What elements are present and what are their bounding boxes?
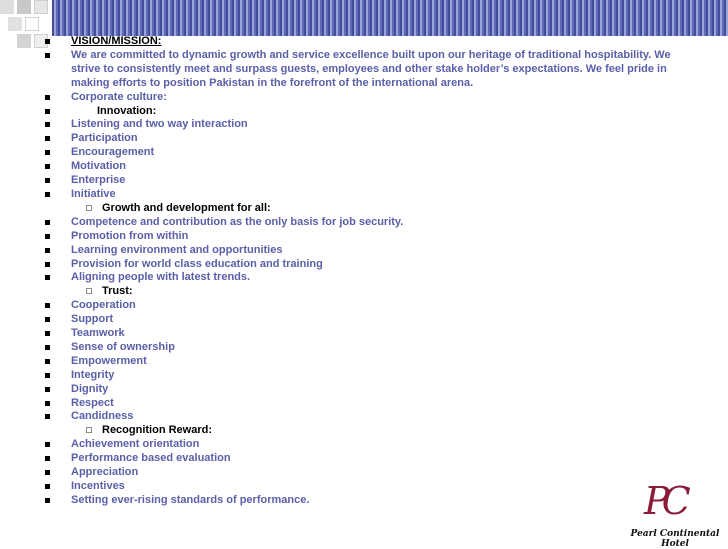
- list-item-text: Setting ever-rising standards of performance.: [71, 493, 310, 506]
- square-bullet-icon: [45, 275, 50, 280]
- square-bullet-icon: [45, 470, 50, 475]
- list-item-text: Dignity: [71, 382, 109, 395]
- list-item: [44, 438, 684, 452]
- list-item-text: Participation: [71, 132, 138, 145]
- list-item-text: We are committed to dynamic growth and service excellence built upon our heritage of traditional hospitability. We strive to consistently meet and surpass guests, employees and other stake holder’s expectations. We feel pride in making efforts to position Pakistan in the forefront of the international arena.: [71, 48, 671, 89]
- list-item-text: Aligning people with latest trends.: [71, 271, 251, 284]
- decor-square: [8, 17, 22, 31]
- list-item: [44, 410, 684, 424]
- square-bullet-icon: [45, 164, 50, 169]
- decor-square: [17, 0, 31, 14]
- list-item-text: Listening and two way interaction: [71, 118, 248, 131]
- list-item-text: Incentives: [71, 480, 125, 492]
- list-item: [44, 299, 684, 313]
- decor-square: [17, 34, 31, 48]
- list-item: [44, 466, 684, 480]
- list-item: [44, 118, 684, 132]
- list-item: [44, 383, 684, 397]
- square-bullet-icon: [45, 248, 50, 253]
- list-item-text: Corporate culture:: [71, 90, 167, 103]
- list-item: [44, 244, 684, 258]
- list-item: [44, 369, 684, 383]
- square-bullet-icon: [45, 136, 50, 141]
- list-item-text: Learning environment and opportunities: [71, 243, 283, 256]
- square-bullet-icon: [45, 150, 50, 155]
- list-item: [44, 341, 684, 355]
- logo-monogram: PC: [644, 479, 683, 523]
- square-bullet-icon: [45, 220, 50, 225]
- hollow-square-bullet-icon: [86, 427, 92, 433]
- list-item-text: Initiative: [71, 187, 116, 200]
- list-item: [44, 230, 684, 244]
- list-item: [44, 174, 684, 188]
- square-bullet-icon: [45, 373, 50, 378]
- list-item-text: Achievement orientation: [71, 438, 200, 451]
- decor-square: [0, 0, 14, 14]
- list-item: [44, 146, 684, 160]
- hollow-square-bullet-icon: [86, 288, 92, 294]
- square-bullet-icon: [45, 345, 50, 350]
- list-item: [44, 480, 684, 494]
- list-item-text: Growth and development for all:: [102, 201, 271, 214]
- list-item: [44, 327, 684, 341]
- list-item-text: Innovation:: [97, 104, 157, 117]
- square-bullet-icon: [45, 456, 50, 461]
- list-item: [44, 313, 684, 327]
- list-item: [44, 258, 684, 272]
- list-item-text: Provision for world class education and training: [71, 257, 323, 270]
- square-bullet-icon: [45, 303, 50, 308]
- square-bullet-icon: [45, 95, 50, 100]
- list-item-text: Sense of ownership: [71, 340, 175, 353]
- list-item-text: VISION/MISSION:: [71, 35, 162, 47]
- square-bullet-icon: [45, 387, 50, 392]
- list-item-text: Cooperation: [71, 299, 136, 312]
- list-item: [44, 160, 684, 174]
- list-item: [44, 355, 684, 369]
- square-bullet-icon: [45, 317, 50, 322]
- logo-name: Pearl Continental Hotel: [630, 529, 720, 549]
- list-item: [44, 216, 684, 230]
- list-item: [44, 494, 684, 508]
- square-bullet-icon: [45, 401, 50, 406]
- square-bullet-icon: [45, 414, 50, 419]
- square-bullet-icon: [45, 178, 50, 183]
- list-item: [44, 188, 684, 202]
- list-item-text: Candidness: [71, 410, 134, 423]
- square-bullet-icon: [45, 234, 50, 239]
- list-item-text: Performance based evaluation: [71, 452, 231, 465]
- square-bullet-icon: [45, 484, 50, 489]
- list-item-text: Appreciation: [71, 466, 139, 479]
- list-item-text: Competence and contribution as the only basis for job security.: [71, 215, 404, 228]
- list-item: [44, 132, 684, 146]
- decor-square: [34, 0, 48, 14]
- list-item: [44, 452, 684, 466]
- square-bullet-icon: [45, 122, 50, 127]
- list-item-text: Teamwork: [71, 327, 125, 340]
- list-item-text: Promotion from within: [71, 229, 189, 242]
- hollow-square-bullet-icon: [86, 205, 92, 211]
- list-item-text: Motivation: [71, 160, 126, 173]
- list-item: [44, 397, 684, 411]
- banner-stripe: [52, 0, 728, 36]
- list-item: [44, 105, 684, 119]
- square-bullet-icon: [45, 39, 50, 44]
- bullet-list: [44, 35, 684, 508]
- square-bullet-icon: [45, 109, 50, 114]
- sub-list-item: [44, 424, 684, 438]
- square-bullet-icon: [45, 331, 50, 336]
- list-item-text: Respect: [71, 396, 114, 409]
- list-item-text: Empowerment: [71, 354, 147, 367]
- sub-list-item: [44, 285, 684, 299]
- list-item-text: Integrity: [71, 368, 115, 381]
- list-item: [44, 35, 684, 49]
- list-item: [44, 91, 684, 105]
- list-item-text: Support: [71, 313, 114, 326]
- hotel-logo: [622, 478, 728, 549]
- list-item-text: Recognition Reward:: [102, 424, 213, 437]
- list-item-text: Trust:: [102, 285, 133, 298]
- square-bullet-icon: [45, 53, 50, 58]
- square-bullet-icon: [45, 359, 50, 364]
- decor-square: [25, 17, 39, 31]
- list-item-text: Enterprise: [71, 174, 126, 187]
- list-item: [44, 49, 684, 91]
- square-bullet-icon: [45, 192, 50, 197]
- list-item-text: Encouragement: [71, 146, 155, 159]
- square-bullet-icon: [45, 498, 50, 503]
- list-item: [44, 271, 684, 285]
- square-bullet-icon: [45, 262, 50, 267]
- square-bullet-icon: [45, 442, 50, 447]
- sub-list-item: [44, 202, 684, 216]
